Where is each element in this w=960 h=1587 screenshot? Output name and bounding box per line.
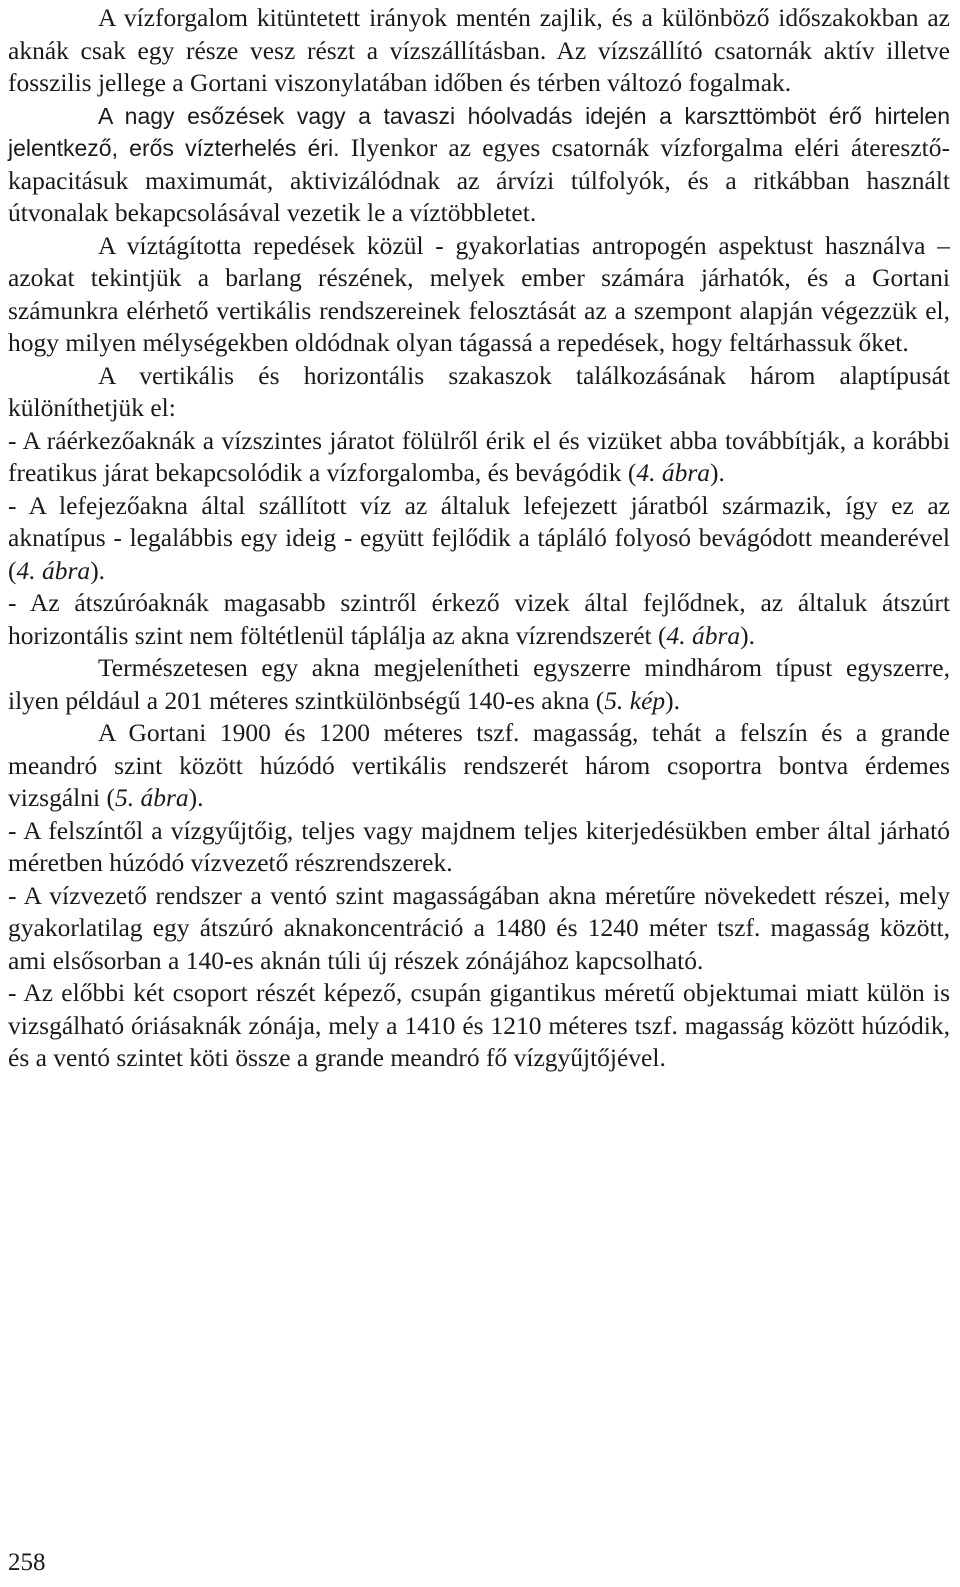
- list-item: [8, 977, 950, 1075]
- figure-reference: 4. ábra: [16, 555, 91, 585]
- paragraph-text: A Gortani 1900 és 1200 méteres tszf. magasság, tehát a felszín és a grande meandró szint között húzódó vertikális rendszerét három csoportra bontva érdemes vizsgálni (: [8, 718, 950, 812]
- list-item: [8, 490, 950, 588]
- list-item-text: - A ráérkezőaknák a vízszintes járatot fölülről érik el és vizüket abba továbbítják, a korábbi freatikus járat bekapcsolódik a vízforgalomba, és bevágódik (: [8, 425, 950, 487]
- paragraph-text: A vízforgalom kitüntetett irányok mentén zajlik, és a különböző időszakokban az aknák csak egy része vesz részt a vízszállításban. Az vízszállító csatornák aktív illetve fosszilis jellege a Gortani viszonylatában időben és térben változó fogalmak.: [8, 3, 950, 97]
- figure-reference: 5. ábra: [114, 783, 189, 812]
- paragraph-tail: ).: [188, 783, 204, 812]
- paragraph: [8, 652, 950, 717]
- paragraph: [8, 2, 950, 100]
- paragraph: [8, 230, 950, 360]
- list-item-text: - Az előbbi két csoport részét képező, csupán gigantikus méretű objektumai miatt külön is vizsgálható óriásaknák zónája, mely a 1410 és 1210 méteres tszf. magasság között húzódik, és a ventó szintet köti össze a grande meandró fő vízgyűjtőjével.: [8, 978, 950, 1072]
- paragraph-text: Természetesen egy akna megjelenítheti egyszerre mindhárom típust egyszerre, ilyen például a 201 méteres szintkülönbségű 140-es akna (: [8, 653, 950, 715]
- paragraph: [8, 360, 950, 425]
- list-item-text: - A felszíntől a vízgyűjtőig, teljes vagy majdnem teljes kiterjedésükben ember által járható méretben húzódó vízvezető részrendszerek.: [8, 815, 950, 877]
- paragraph: [8, 717, 950, 815]
- list-item: [8, 425, 950, 490]
- list-item-text: - Az átszúróaknák magasabb szintről érkező vizek által fejlődnek, az általuk átszúrt horizontális szint nem föltétlenül táplálja az akna vízrendszerét (: [8, 588, 950, 650]
- page-body: [8, 2, 950, 1075]
- paragraph-text: A nagy esőzések vagy a tavaszi hóolvadás idején a karszttömböt érő hirtelen jelentkező, erős vízterhelés éri.: [8, 102, 950, 161]
- list-item-tail: ).: [710, 458, 725, 487]
- list-item-text: - A vízvezető rendszer a ventó szint magasságában akna méretűre növekedett részei, mely gyakorlatilag egy átszúró aknakoncentráció a 1480 és 1240 méter tszf. magasság között, ami elsősorban a 140-es aknán túli új részek zónájához kapcsolható.: [8, 880, 950, 975]
- paragraph: [8, 100, 950, 230]
- paragraph-text-continued: Ilyenkor az egyes csatornák vízforgalma eléri áteresztő-kapacitásuk maximumát, aktivizálódnak az árvízi túlfolyók, és a ritkábban használt útvonalak bekapcsolásával vezetik le a víztöbbletet.: [8, 133, 950, 227]
- list-item-text: - A lefejezőakna által szállított víz az általuk lefejezett járatból származik, így ez az aknatípus - legalábbis egy ideig - együtt fejlődik a tápláló folyosó bevágódott meanderével (: [8, 490, 950, 585]
- list-item-tail: ).: [740, 620, 756, 650]
- list-item: [8, 587, 950, 652]
- paragraph-text: A víztágította repedések közül - gyakorlatias antropogén aspektust használva – azokat tekintjük a barlang részének, melyek ember számára járhatók, és a Gortani számunkra elérhető vertikális rendszereinek felosztását az a szempont alapján végezzük el, hogy milyen mélységekben oldódnak olyan tágassá a repedések, hogy feltárhassuk őket.: [8, 230, 950, 357]
- figure-reference: 4. ábra: [666, 620, 741, 650]
- paragraph-tail: ).: [665, 685, 681, 715]
- list-item: [8, 880, 950, 978]
- paragraph-text: A vertikális és horizontális szakaszok találkozásának három alaptípusát különíthetjük el:: [8, 360, 950, 422]
- list-item-tail: ).: [90, 555, 106, 585]
- figure-reference: 4. ábra: [636, 458, 710, 487]
- figure-reference: 5. kép: [604, 685, 666, 715]
- page-number: 258: [8, 1549, 46, 1576]
- list-item: [8, 815, 950, 880]
